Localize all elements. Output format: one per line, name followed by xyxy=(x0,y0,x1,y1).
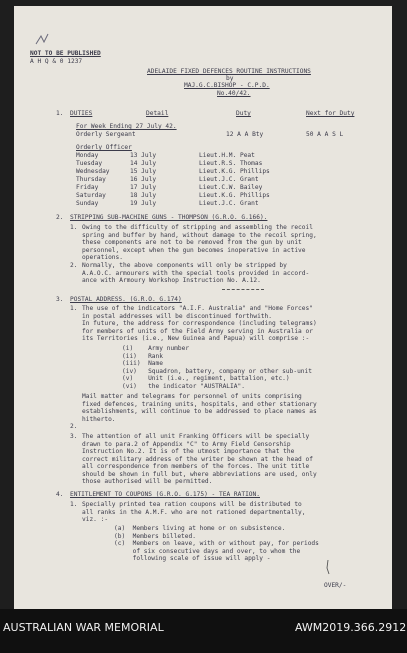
para-line: personnel, except when the gun becomes inoperative in active xyxy=(82,246,306,254)
para-line: operations. xyxy=(82,254,123,261)
section-3-heading: POSTAL ADDRESS. (G.R.O. G.174) xyxy=(70,296,182,303)
issuing-officer: MAJ.G.C.BISHOP - C.P.D. xyxy=(184,82,270,89)
coupon-item: (c) Members on leave, with or without pay, for periods xyxy=(114,540,319,547)
restriction-notice: NOT TO BE PUBLISHED xyxy=(30,50,101,57)
instruction-number: No.40/42. xyxy=(217,90,251,97)
address-item: (i) Army number xyxy=(122,345,190,352)
para-line: Normally, the above components will only be stripped by xyxy=(82,262,287,269)
para-line: fixed defences, training units, hospitals, and other stationary xyxy=(82,400,317,408)
address-item: (iv) Squadron, battery, company or other sub-unit xyxy=(122,367,312,375)
orderly-officer-label: Orderly Officer xyxy=(76,144,132,151)
coupon-item: (a) Members living at home or on subsistence. xyxy=(114,525,286,532)
archive-footer xyxy=(0,609,407,653)
roster-day: Tuesday xyxy=(76,160,103,167)
para-number: 1. xyxy=(70,224,78,231)
para-number: 2. xyxy=(70,262,78,269)
para-number: 1. xyxy=(70,501,78,508)
by-label: by xyxy=(226,75,234,82)
para-line: Mail matter and telegrams for personnel of units comprising xyxy=(82,393,302,400)
para-line: Instruction No.2. It is of the utmost importance that the xyxy=(82,448,295,455)
pen-mark-icon xyxy=(32,30,52,50)
roster-date: 18 July xyxy=(130,192,157,199)
col-duty-header: Duty xyxy=(236,110,251,117)
para-line: for members of units of the Field Army serving in Australia or xyxy=(82,327,313,335)
para-line: viz. :- xyxy=(82,516,109,523)
roster-officer: Lieut.C.W. Bailey xyxy=(199,184,263,191)
para-line: Specially printed tea ration coupons will be distributed to xyxy=(82,501,302,508)
address-item: (vi) the indicator "AUSTRALIA". xyxy=(122,382,245,390)
roster-officer: Lieut.H.M. Peat xyxy=(199,152,255,159)
roster-officer: Lieut.J.C. Grant xyxy=(199,200,259,207)
section-divider xyxy=(222,289,264,290)
para-line: should be shown in full but, where abbreviations are used, only xyxy=(82,470,317,478)
para-line: In future, the address for correspondence (including telegrams) xyxy=(82,320,317,327)
roster-officer: Lieut.K.G. Phillips xyxy=(199,168,270,175)
orderly-sergeant-label: Orderly Sergeant xyxy=(76,131,136,138)
para-number: 2. xyxy=(70,423,78,430)
roster-day: Wednesday xyxy=(76,168,110,175)
roster-officer: Lieut.J.C. Grant xyxy=(199,176,259,183)
para-line: establishments, will continue to be addressed to place names as xyxy=(82,408,317,415)
address-item: (v) Unit (i.e., regiment, battalion, etc.) xyxy=(122,375,290,382)
roster-date: 17 July xyxy=(130,184,157,191)
document-title: ADELAIDE FIXED DEFENCES ROUTINE INSTRUCTIONS xyxy=(147,68,311,75)
section-4-number: 4. xyxy=(56,491,64,498)
document-page xyxy=(14,6,392,609)
roster-day: Thursday xyxy=(76,176,106,183)
coupon-item: following scale of issue will apply - xyxy=(114,555,271,562)
roster-date: 13 July xyxy=(130,152,157,159)
para-line: spring and buffer by hand, without damage to the recoil spring, xyxy=(82,231,317,239)
address-item: (ii) Rank xyxy=(122,352,163,360)
roster-date: 14 July xyxy=(130,160,157,167)
roster-day: Friday xyxy=(76,184,99,191)
para-line: correct military address of the writer be shown at the head of xyxy=(82,455,313,463)
address-item: (iii) Name xyxy=(122,360,163,367)
section-1-heading: DUTIES xyxy=(70,110,93,117)
orderly-sergeant-next: 50 A A S L xyxy=(306,131,344,138)
pen-tick-icon xyxy=(322,558,334,578)
roster-date: 15 July xyxy=(130,168,157,175)
reference-number: A H Q & 0 1237 xyxy=(30,58,83,65)
coupon-item: of six consecutive days and over, to whom the xyxy=(114,547,301,555)
section-3-number: 3. xyxy=(56,296,64,303)
section-2-heading: STRIPPING SUB-MACHINE GUNS - THOMPSON (G.R.O. G.166). xyxy=(70,214,268,221)
page-turn-note: OVER/- xyxy=(324,582,347,589)
roster-day: Monday xyxy=(76,152,99,159)
para-line: these components are not to be removed from the gun by unit xyxy=(82,239,302,246)
col-detail-header: Detail xyxy=(146,110,169,117)
col-next-header: Next for Duty xyxy=(306,110,355,117)
archive-accession-number: AWM2019.366.2912 xyxy=(295,621,407,634)
roster-day: Sunday xyxy=(76,200,99,207)
roster-officer: Lieut.K.G. Phillips xyxy=(199,192,270,199)
para-line: all ranks in the A.M.F. who are not rationed departmentally, xyxy=(82,508,306,516)
para-line: those authorised will be permitted. xyxy=(82,478,213,485)
roster-officer: Lieut.R.S. Thomas xyxy=(199,160,263,167)
para-number: 1. xyxy=(70,305,78,312)
archive-name: AUSTRALIAN WAR MEMORIAL xyxy=(3,621,164,634)
para-line: The attention of all unit Franking Officers will be specially xyxy=(82,433,310,440)
coupon-item: (b) Members billeted. xyxy=(114,532,196,540)
para-line: its Territories (i.e., New Guinea and Papua) will comprise :- xyxy=(82,335,310,342)
orderly-sergeant-unit: 12 A A Bty xyxy=(226,131,264,138)
section-2-number: 2. xyxy=(56,214,64,221)
week-ending: For Week Ending 27 July 42. xyxy=(76,123,177,130)
para-line: The use of the indicators "A.I.F. Australia" and "Home Forces" xyxy=(82,305,313,312)
para-line: Owing to the difficulty of stripping and assembling the recoil xyxy=(82,224,313,231)
para-line: in postal addresses will be discontinued forthwith. xyxy=(82,312,272,320)
section-1-number: 1. xyxy=(56,110,64,117)
roster-date: 19 July xyxy=(130,200,157,207)
para-line: A.A.O.C. armourers with the special tools provided in accord- xyxy=(82,269,310,277)
para-line: hitherto. xyxy=(82,415,116,423)
para-number: 3. xyxy=(70,433,78,440)
roster-date: 16 July xyxy=(130,176,157,183)
para-line: all correspondence from members of the forces. The unit title xyxy=(82,463,310,470)
para-line: ance with Armoury Workshop Instruction No. A.12. xyxy=(82,277,261,284)
roster-day: Saturday xyxy=(76,192,106,199)
section-4-heading: ENTITLEMENT TO COUPONS (G.R.O. G.175) - TEA RATION. xyxy=(70,491,260,498)
para-line: drawn to para.2 of Appendix "C" to Army Field Censorship xyxy=(82,440,291,448)
